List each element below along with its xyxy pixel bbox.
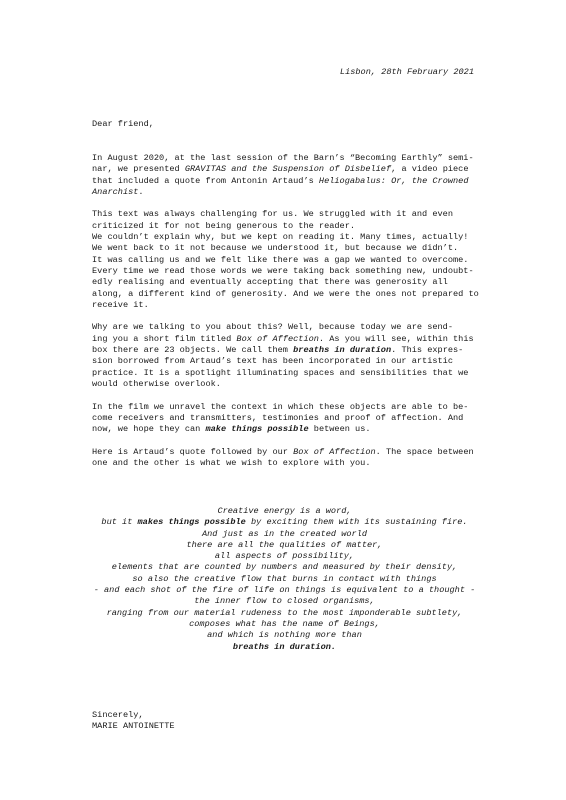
text-segment: by exciting them with its sustaining fire. bbox=[245, 517, 468, 528]
text-segment: Here is Artaud’s quote followed by our bbox=[92, 446, 294, 457]
paragraph-line bbox=[92, 413, 477, 424]
text-segment: between us. bbox=[308, 424, 371, 435]
paragraph-line bbox=[92, 300, 477, 311]
paragraph-line bbox=[92, 209, 477, 220]
text-segment: We couldn’t explain why, but we kept on reading it. Many times, actually! bbox=[92, 232, 469, 243]
paragraph-line bbox=[92, 368, 477, 379]
text-segment: Box of Affection bbox=[293, 446, 376, 457]
letter-greeting: Dear friend, bbox=[92, 119, 154, 129]
paragraph-line bbox=[92, 447, 477, 458]
paragraph-line bbox=[92, 255, 477, 266]
letter-closing bbox=[92, 710, 175, 733]
text-segment: Why are we talking to you about this? Well, because today we are send- bbox=[92, 322, 453, 333]
text-segment: along, a different kind of generosity. And we were the ones not prepared to bbox=[92, 288, 479, 299]
paragraph-line bbox=[92, 402, 477, 413]
paragraph-line bbox=[92, 176, 477, 187]
quote-line bbox=[92, 562, 477, 573]
quote-line bbox=[92, 506, 477, 517]
text-segment: Every time we read those words we were taking back something new, undoubt- bbox=[92, 265, 474, 276]
text-segment: make things possible bbox=[205, 424, 309, 435]
text-segment: , a video piece bbox=[391, 164, 469, 175]
paragraph-line bbox=[92, 379, 477, 390]
text-segment: Box of Affection bbox=[236, 333, 319, 344]
text-segment: We went back to it not because we understood it, but because we didn’t. bbox=[92, 243, 459, 254]
quote-line bbox=[92, 529, 477, 540]
text-segment: box there are 23 objects. We call them bbox=[92, 345, 294, 356]
text-segment: makes things possible bbox=[137, 517, 246, 528]
text-segment: all aspects of possibility, bbox=[214, 551, 355, 562]
text-segment: In August 2020, at the last session of the Barn’s “Becoming Earthly” semi- bbox=[92, 153, 474, 163]
text-segment: Anarchist bbox=[92, 186, 139, 197]
paragraph-line bbox=[92, 153, 477, 164]
quote-line bbox=[92, 574, 477, 585]
paragraph bbox=[92, 447, 477, 470]
paragraph-line bbox=[92, 221, 477, 232]
text-segment: now, we hope they can bbox=[92, 424, 206, 435]
paragraph bbox=[92, 402, 477, 436]
text-segment: come receivers and transmitters, testimonies and proof of affection. And bbox=[92, 412, 464, 423]
text-segment: but it bbox=[101, 517, 138, 528]
text-segment: would otherwise overlook. bbox=[92, 378, 221, 389]
quote-line bbox=[92, 630, 477, 641]
paragraph bbox=[92, 209, 477, 311]
text-segment: This text was always challenging for us. We struggled with it and even bbox=[92, 209, 453, 220]
text-segment: . The space between bbox=[375, 446, 474, 457]
text-segment: . bbox=[138, 186, 144, 197]
text-segment: . This expres- bbox=[391, 345, 464, 356]
paragraph bbox=[92, 153, 477, 198]
paragraph-line bbox=[92, 232, 477, 243]
text-segment: - and each shot of the fire of life on things is equivalent to a thought - bbox=[93, 585, 476, 596]
quote-line bbox=[92, 585, 477, 596]
text-segment: ranging from our material rudeness to the most imponderable subtlety, bbox=[106, 607, 463, 618]
paragraph-line bbox=[92, 356, 477, 367]
text-segment: and which is nothing more than bbox=[207, 630, 362, 641]
text-segment: Creative energy is a word, bbox=[217, 506, 352, 516]
paragraph-line bbox=[92, 266, 477, 277]
text-segment: edly realising and eventually accepting that there was generosity all bbox=[92, 277, 448, 288]
quote-line bbox=[92, 619, 477, 630]
letter-body bbox=[92, 153, 477, 481]
text-segment: receive it. bbox=[92, 299, 149, 310]
text-segment: that included a quote from Antonin Artaud’s bbox=[92, 175, 319, 186]
text-segment: so also the creative flow that burns in contact with things bbox=[132, 573, 437, 584]
quote-line bbox=[92, 551, 477, 562]
signature: MARIE ANTOINETTE bbox=[92, 721, 175, 732]
paragraph bbox=[92, 322, 477, 390]
text-segment: ing you a short film titled bbox=[92, 333, 237, 344]
text-segment: composes what has the name of Beings, bbox=[189, 618, 380, 629]
quote-line bbox=[92, 642, 477, 653]
text-segment: breaths in duration. bbox=[232, 641, 337, 652]
text-segment: . As you will see, within this bbox=[318, 333, 474, 344]
text-segment: there are all the qualities of matter, bbox=[186, 539, 383, 550]
paragraph-line bbox=[92, 322, 477, 333]
text-segment: sion borrowed from Artaud’s text has been incorporated in our artistic bbox=[92, 356, 453, 367]
paragraph-line bbox=[92, 187, 477, 198]
quote-line bbox=[92, 517, 477, 528]
paragraph-line bbox=[92, 345, 477, 356]
text-segment: GRAVITAS and the Suspension of Disbelief bbox=[184, 164, 392, 175]
valediction: Sincerely, bbox=[92, 710, 144, 720]
quote-line bbox=[92, 608, 477, 619]
text-segment: elements that are counted by numbers and measured by their density, bbox=[111, 562, 458, 573]
text-segment: the inner flow to closed organisms, bbox=[194, 596, 375, 607]
paragraph-line bbox=[92, 164, 477, 175]
paragraph-line bbox=[92, 424, 477, 435]
paragraph-line bbox=[92, 243, 477, 254]
paragraph-line bbox=[92, 289, 477, 300]
text-segment: And just as in the created world bbox=[201, 528, 368, 539]
artaud-quote bbox=[92, 506, 477, 653]
text-segment: nar, we presented bbox=[92, 164, 185, 175]
text-segment: practice. It is a spotlight illuminating spaces and sensibilities that we bbox=[92, 367, 469, 378]
paragraph-line bbox=[92, 458, 477, 469]
quote-line bbox=[92, 540, 477, 551]
text-segment: breaths in duration bbox=[293, 345, 392, 356]
text-segment: one and the other is what we wish to explore with you. bbox=[92, 458, 371, 469]
text-segment: In the film we unravel the context in which these objects are able to be- bbox=[92, 401, 469, 412]
paragraph-line bbox=[92, 277, 477, 288]
paragraph-line bbox=[92, 334, 477, 345]
letter-date: Lisbon, 28th February 2021 bbox=[339, 67, 474, 77]
text-segment: Heliogabalus: Or, the Crowned bbox=[318, 175, 469, 186]
text-segment: It was calling us and we felt like there was a gap we wanted to overcome. bbox=[92, 254, 469, 265]
text-segment: criticized it for not being generous to the reader. bbox=[92, 220, 356, 231]
quote-line bbox=[92, 596, 477, 607]
